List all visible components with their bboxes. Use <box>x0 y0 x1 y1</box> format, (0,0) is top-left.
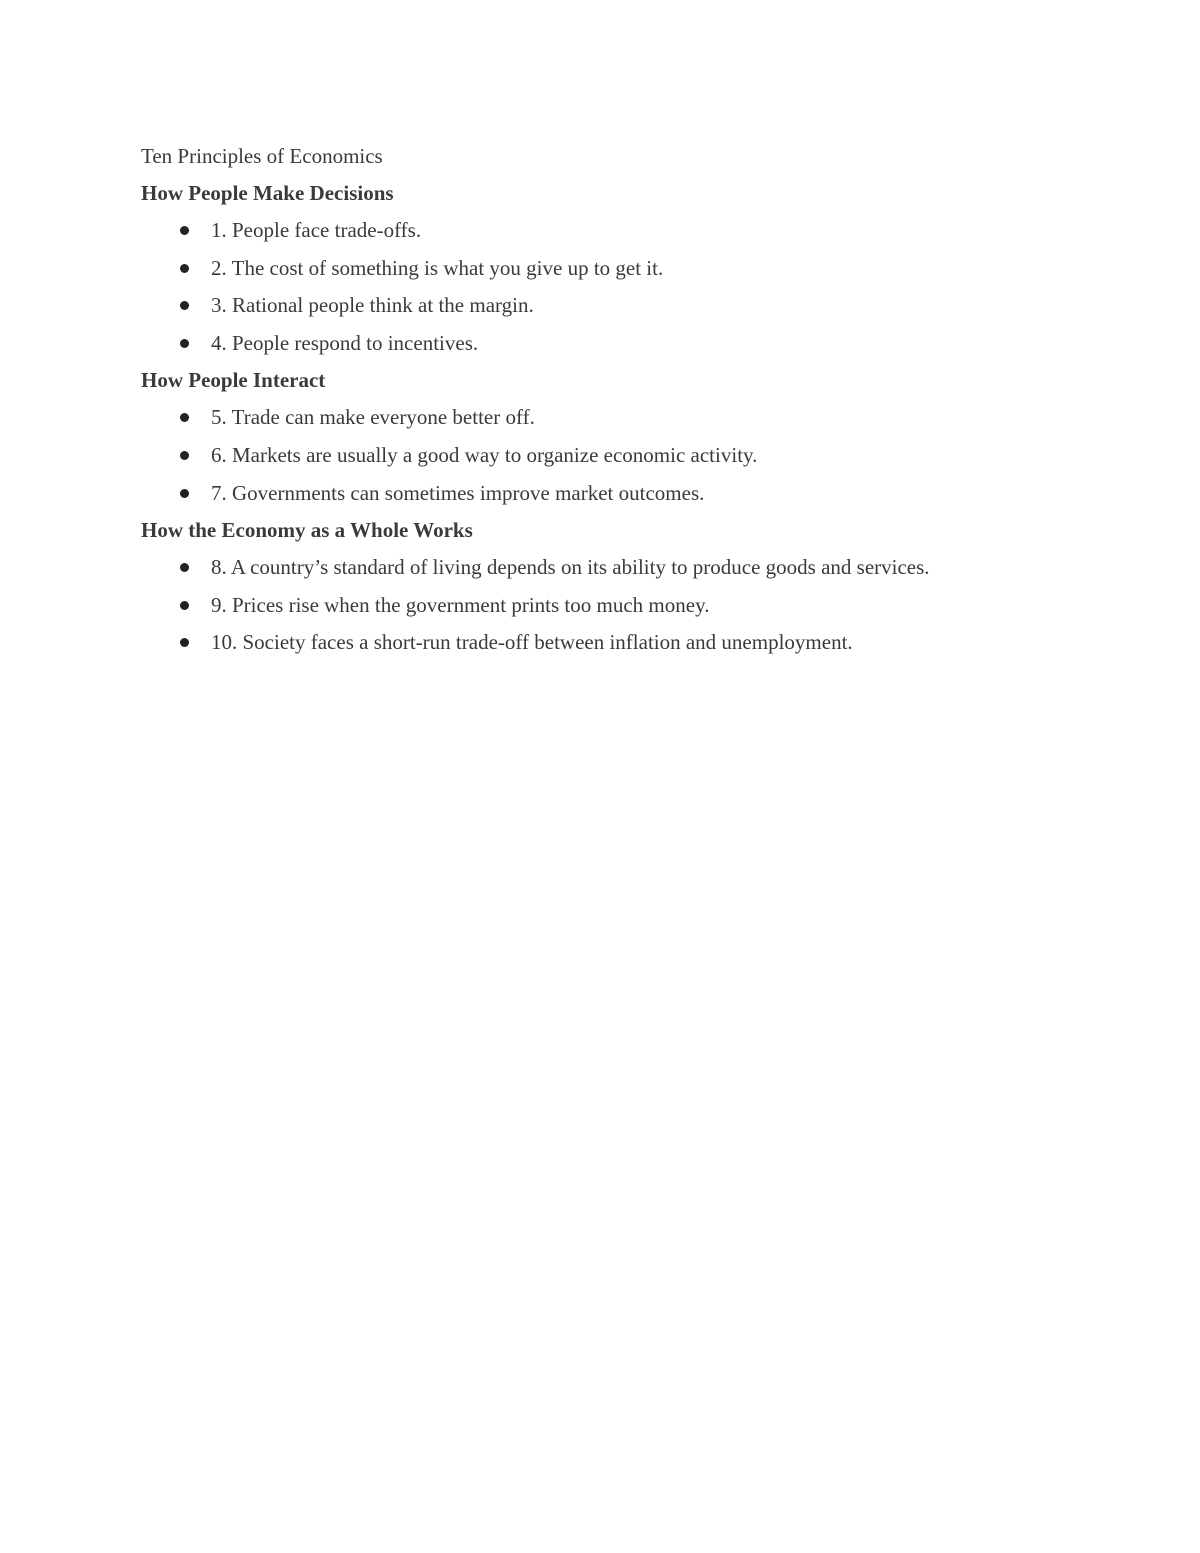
document-title: Ten Principles of Economics <box>141 144 383 168</box>
list-item <box>141 215 1101 245</box>
section-heading: How People Make Decisions <box>141 181 394 205</box>
list-item-text: 7. Governments can sometimes improve market outcomes. <box>211 480 705 505</box>
list-item-text: 1. People face trade-offs. <box>211 218 422 242</box>
list-item-text: 8. A country’s standard of living depends on its ability to produce goods and services. <box>211 555 930 580</box>
list-item-text: 9. Prices rise when the government prints too much money. <box>211 592 710 617</box>
list-item-text: 3. Rational people think at the margin. <box>211 293 534 318</box>
bullet-icon <box>180 226 189 235</box>
list-item <box>141 552 1101 582</box>
list-item-text: 5. Trade can make everyone better off. <box>211 405 535 430</box>
list-item <box>141 402 1101 432</box>
bullet-icon <box>180 301 189 310</box>
bullet-icon <box>180 563 189 572</box>
list-item <box>141 328 1101 358</box>
section-heading: How the Economy as a Whole Works <box>141 518 473 543</box>
list-item-text: 6. Markets are usually a good way to organize economic activity. <box>211 442 758 467</box>
section-interact <box>141 365 1101 507</box>
list-item <box>141 290 1101 320</box>
principles-list <box>141 552 1101 657</box>
bullet-icon <box>180 339 189 348</box>
bullet-icon <box>180 601 189 610</box>
list-item-text: 10. Society faces a short-run trade-off between inflation and unemployment. <box>211 630 853 655</box>
bullet-icon <box>180 489 189 498</box>
list-item-text: 2. The cost of something is what you give up to get it. <box>211 255 664 280</box>
section-heading: How People Interact <box>141 368 326 393</box>
bullet-icon <box>180 451 189 460</box>
section-economy <box>141 515 1101 657</box>
bullet-icon <box>180 413 189 422</box>
list-item <box>141 478 1101 508</box>
principles-list <box>141 215 1101 358</box>
document-body <box>141 141 1101 665</box>
list-item <box>141 440 1101 470</box>
bullet-icon <box>180 264 189 273</box>
list-item-text: 4. People respond to incentives. <box>211 330 479 355</box>
bullet-icon <box>180 638 189 647</box>
list-item <box>141 627 1101 657</box>
section-decisions <box>141 178 1101 358</box>
principles-list <box>141 402 1101 507</box>
list-item <box>141 253 1101 283</box>
list-item <box>141 590 1101 620</box>
